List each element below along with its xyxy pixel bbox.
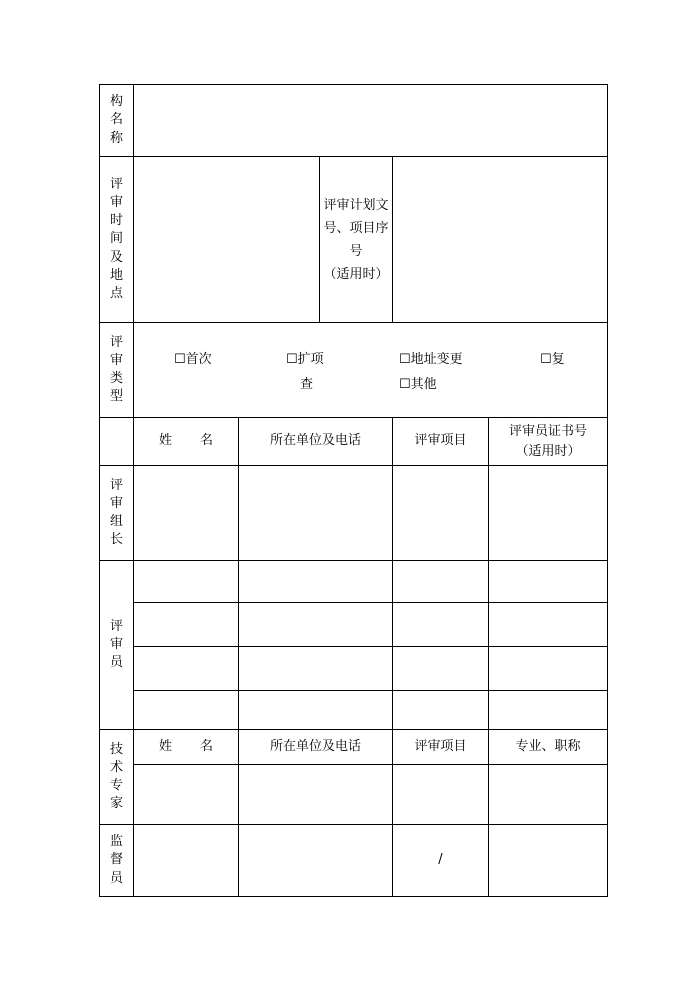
expert-item-cell[interactable] [393, 765, 489, 825]
checkbox-address-change[interactable]: ☐地址变更 [399, 352, 463, 367]
row-experts-header [100, 730, 608, 765]
supervisor-extra-cell[interactable] [489, 825, 608, 897]
checkbox-expand[interactable]: ☐扩项 [286, 352, 324, 367]
label-org-name: 构 名 称 [100, 85, 134, 157]
label-plan-doc: 评审计划文 号、项目序号 （适用时） [320, 157, 393, 323]
row-review-type [100, 323, 608, 418]
leader-cert-cell[interactable] [489, 466, 608, 561]
reviewer-cert-cell[interactable] [489, 647, 608, 691]
reviewer-name-cell[interactable] [134, 691, 239, 730]
reviewer-item-cell[interactable] [393, 561, 489, 603]
reviewer-unit-cell[interactable] [239, 561, 393, 603]
leader-item-cell[interactable] [393, 466, 489, 561]
row-reviewer [100, 647, 608, 691]
row-team-leader [100, 466, 608, 561]
expert-header-review-item: 评审项目 [393, 730, 489, 765]
checkbox-re-review[interactable]: ☐复 [540, 352, 565, 367]
supervisor-item-cell: / [393, 825, 489, 897]
row-members-header [100, 418, 608, 466]
leader-name-cell[interactable] [134, 466, 239, 561]
header-cert-no: 评审员证书号 （适用时） [489, 418, 608, 466]
reviewer-name-cell[interactable] [134, 561, 239, 603]
expert-specialty-cell[interactable] [489, 765, 608, 825]
reviewer-name-cell[interactable] [134, 647, 239, 691]
reviewer-item-cell[interactable] [393, 603, 489, 647]
row-reviewer [100, 561, 608, 603]
checkbox-other[interactable]: ☐其他 [399, 377, 437, 392]
reviewer-unit-cell[interactable] [239, 691, 393, 730]
header-unit-phone: 所在单位及电话 [239, 418, 393, 466]
row-org-name [100, 85, 608, 157]
label-tech-experts: 技 术 专 家 [100, 730, 134, 825]
row-review-time-place [100, 157, 608, 323]
reviewer-item-cell[interactable] [393, 691, 489, 730]
review-time-place-value[interactable] [134, 157, 320, 323]
header-blank [100, 418, 134, 466]
header-name: 姓 名 [134, 418, 239, 466]
checkbox-expand-cont: 查 [300, 377, 314, 392]
reviewer-cert-cell[interactable] [489, 561, 608, 603]
label-review-type: 评 审 类 型 [100, 323, 134, 418]
label-team-leader: 评 审 组 长 [100, 466, 134, 561]
reviewer-name-cell[interactable] [134, 603, 239, 647]
row-reviewer [100, 691, 608, 730]
reviewer-cert-cell[interactable] [489, 603, 608, 647]
supervisor-name-cell[interactable] [134, 825, 239, 897]
plan-doc-value[interactable] [393, 157, 608, 323]
header-review-item: 评审项目 [393, 418, 489, 466]
expert-name-cell[interactable] [134, 765, 239, 825]
review-type-options [134, 323, 608, 418]
expert-unit-cell[interactable] [239, 765, 393, 825]
reviewer-item-cell[interactable] [393, 647, 489, 691]
expert-header-unit-phone: 所在单位及电话 [239, 730, 393, 765]
org-name-value[interactable] [134, 85, 608, 157]
row-reviewer [100, 603, 608, 647]
reviewer-unit-cell[interactable] [239, 647, 393, 691]
label-reviewers: 评 审 员 [100, 561, 134, 730]
checkbox-first[interactable]: ☐首次 [174, 352, 212, 367]
reviewer-cert-cell[interactable] [489, 691, 608, 730]
review-form-table [99, 84, 608, 897]
supervisor-unit-cell[interactable] [239, 825, 393, 897]
label-supervisor: 监 督 员 [100, 825, 134, 897]
row-supervisor [100, 825, 608, 897]
row-expert [100, 765, 608, 825]
expert-header-specialty: 专业、职称 [489, 730, 608, 765]
label-review-time-place: 评 审 时 间 及 地 点 [100, 157, 134, 323]
reviewer-unit-cell[interactable] [239, 603, 393, 647]
leader-unit-cell[interactable] [239, 466, 393, 561]
expert-header-name: 姓 名 [134, 730, 239, 765]
